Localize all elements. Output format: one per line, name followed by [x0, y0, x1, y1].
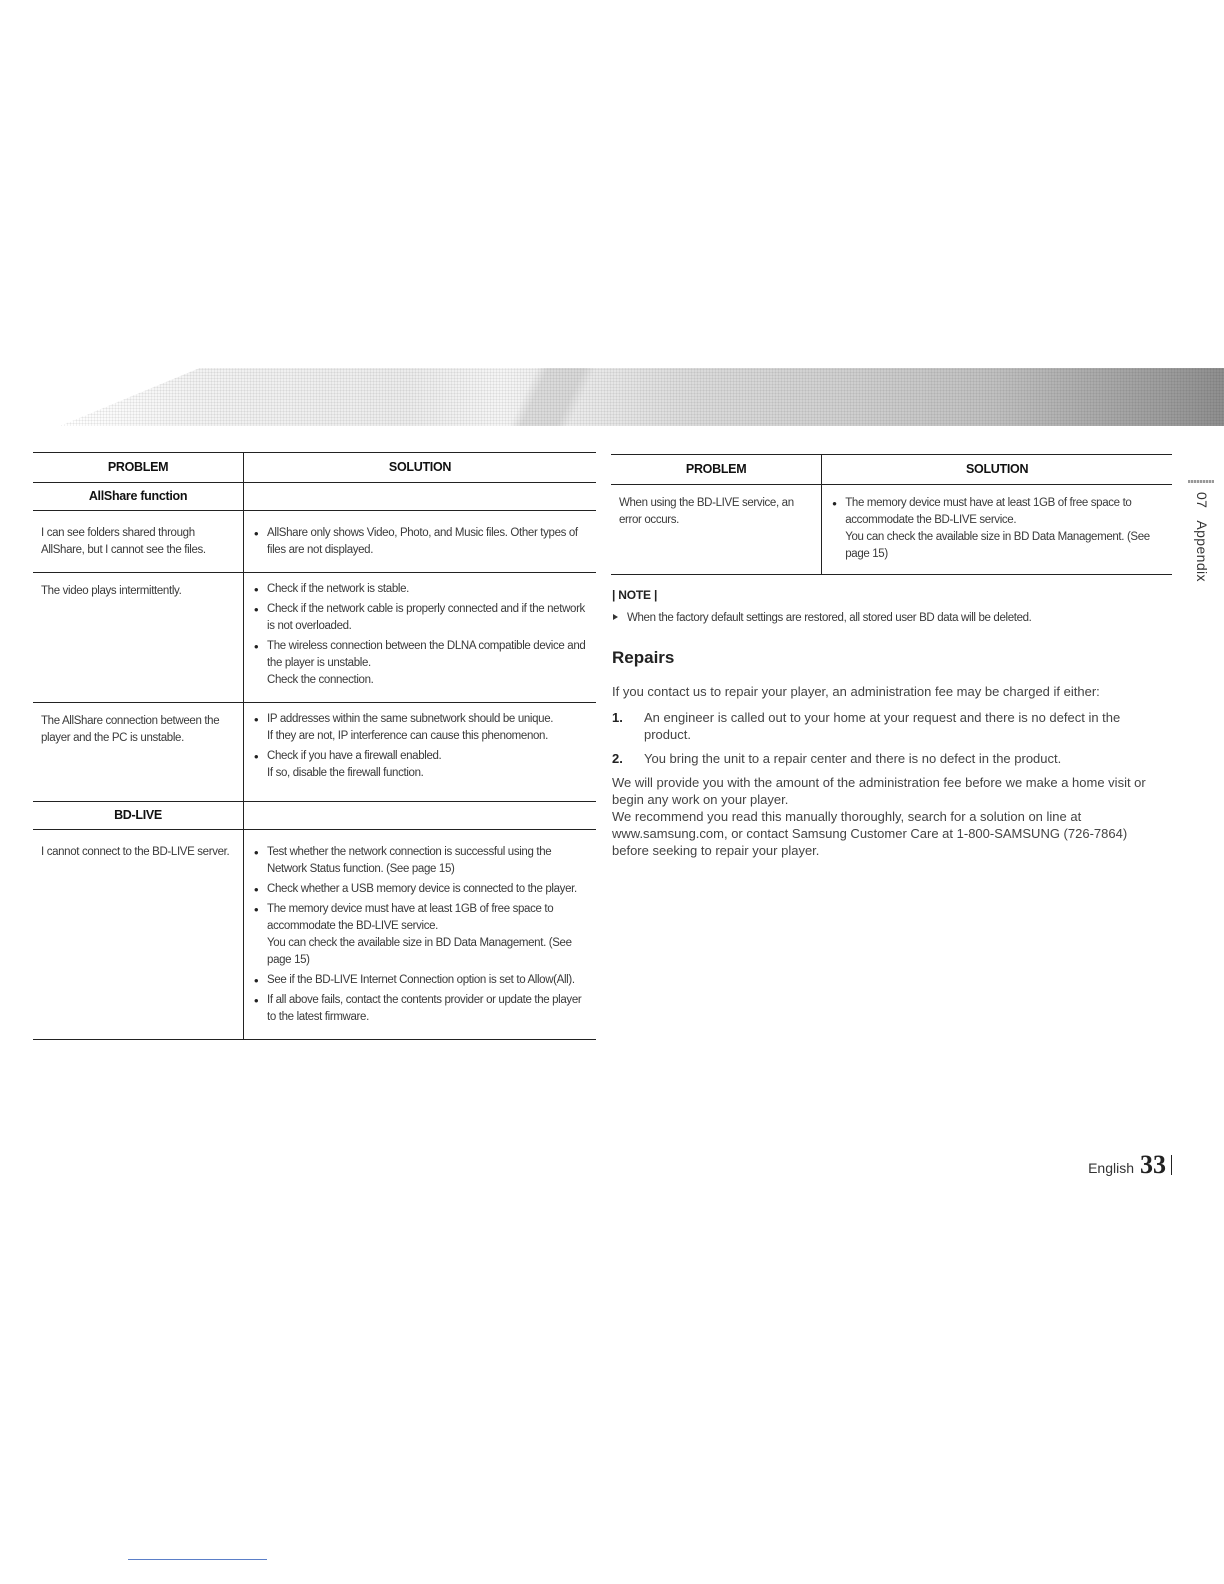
triangle-bullet-icon	[613, 614, 618, 620]
repairs-title: Repairs	[612, 648, 675, 667]
header-banner	[60, 368, 1224, 426]
solution-item: • Check if you have a firewall enabled. If so, disable the firewall function.	[254, 748, 592, 782]
problem-cell: When using the BD-LIVE service, an error occurs.	[611, 485, 822, 575]
list-item: 1. An engineer is called out to your home at your request and there is no defect in the product.	[612, 710, 1121, 742]
solution-list	[254, 581, 592, 689]
table-row	[33, 573, 596, 703]
solution-header: SOLUTION	[966, 462, 1029, 476]
repairs-intro: If you contact us to repair your player, an administration fee may be charged if either:	[612, 684, 1100, 699]
solution-header: SOLUTION	[388, 460, 452, 474]
footer-divider	[1171, 1155, 1172, 1175]
table-row	[33, 511, 596, 573]
table-row	[33, 703, 596, 802]
repairs-body	[612, 683, 1164, 859]
problem-header: PROBLEM	[33, 453, 244, 483]
note-text: When the factory default settings are restored, all stored user BD data will be deleted.	[627, 612, 1032, 624]
left-troubleshooting-table	[33, 452, 596, 1040]
table-row	[611, 485, 1172, 575]
problem-cell: I cannot connect to the BD-LIVE server.	[33, 830, 244, 1040]
problem-cell: The AllShare connection between the player and the PC is unstable.	[33, 703, 244, 802]
page-footer	[1088, 1150, 1172, 1180]
repairs-list	[612, 709, 1164, 767]
solution-item: • The wireless connection between the DLNA compatible device and the player is unstable. Check the connection.	[254, 638, 592, 689]
chapter-number: 07	[1194, 492, 1210, 509]
chapter-label: Appendix	[1194, 520, 1210, 582]
section-title-bdlive: BD-LIVE	[33, 802, 244, 830]
table-row	[33, 830, 596, 1040]
solution-item: • Test whether the network connection is successful using the Network Status function. (See page 15)	[254, 844, 592, 878]
solution-item: • Check if the network is stable.	[254, 581, 592, 598]
note-heading: | NOTE |	[612, 588, 658, 602]
right-troubleshooting-table	[611, 454, 1172, 575]
list-item: 2. You bring the unit to a repair center and there is no defect in the product.	[612, 751, 1062, 766]
footer-language: English	[1088, 1160, 1134, 1176]
chapter-side-tab	[1180, 478, 1216, 608]
solution-list	[254, 711, 592, 782]
solution-item: • Check whether a USB memory device is connected to the player.	[254, 881, 592, 898]
solution-item: • See if the BD-LIVE Internet Connection option is set to Allow(All).	[254, 972, 592, 989]
problem-header: PROBLEM	[611, 455, 822, 485]
solution-list	[254, 844, 592, 1026]
problem-cell: The video plays intermittently.	[33, 573, 244, 703]
solution-item: • IP addresses within the same subnetwork should be unique. If they are not, IP interference can cause this phenomenon.	[254, 711, 592, 745]
page-number: 33	[1140, 1150, 1166, 1179]
note-item	[613, 612, 1032, 624]
solution-item: • Check if the network cable is properly connected and if the network is not overloaded.	[254, 601, 592, 635]
problem-cell: I can see folders shared through AllShare, but I cannot see the files.	[33, 511, 244, 573]
section-title-allshare: AllShare function	[33, 483, 244, 511]
solution-item: • The memory device must have at least 1GB of free space to accommodate the BD-LIVE service. You can check the available size in BD Data Management. (See page 15)	[832, 495, 1168, 563]
chapter-marker	[1188, 480, 1214, 483]
repairs-paragraph: We will provide you with the amount of the administration fee before we make a home visit or begin any work on your player.	[612, 775, 1146, 807]
repairs-paragraph: We recommend you read this manually thoroughly, search for a solution on line at www.samsung.com, or contact Samsung Customer Care at 1-800-SAMSUNG (726-7864) before seeking to repair your player.	[612, 809, 1128, 858]
solution-list	[832, 495, 1168, 563]
bottom-rule	[128, 1559, 267, 1560]
solution-item: • AllShare only shows Video, Photo, and Music files. Other types of files are not displayed.	[254, 525, 592, 559]
solution-item: • The memory device must have at least 1GB of free space to accommodate the BD-LIVE service. You can check the available size in BD Data Management. (See page 15)	[254, 901, 592, 969]
solution-list	[254, 525, 592, 559]
solution-item: • If all above fails, contact the contents provider or update the player to the latest firmware.	[254, 992, 592, 1026]
